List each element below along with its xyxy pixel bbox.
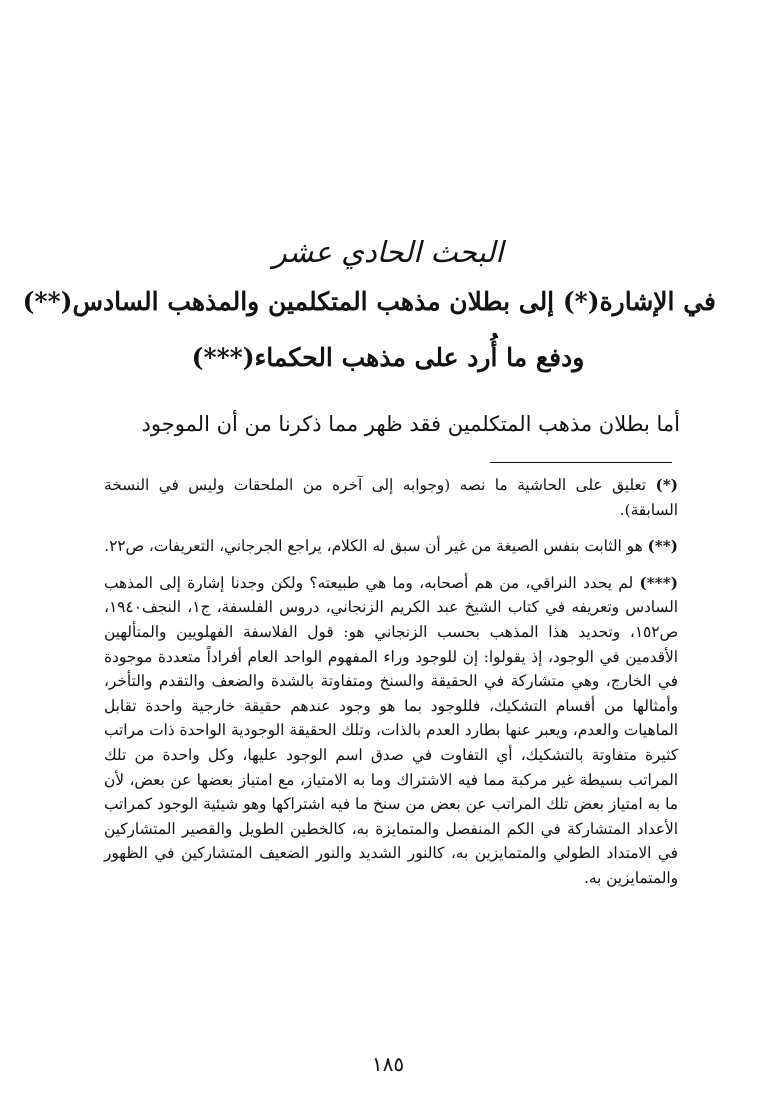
footnote-text: هو الثابت بنفس الصيغة من غير أن سبق له الكلام، يراجع الجرجاني، التعريفات، ص٢٢.: [104, 537, 643, 556]
footnote-text: تعليق على الحاشية ما نصه (وجوابه إلى آخره من الملحقات وليس في النسخة السابقة).: [104, 476, 678, 519]
body-intro-line: أما بطلان مذهب المتكلمين فقد ظهر مما ذكرنا من أن الموجود: [141, 412, 680, 436]
footnote-3: [104, 571, 678, 891]
title-line-1: في الإشارة(*) إلى بطلان مذهب المتكلمين والمذهب السادس(**): [22, 287, 716, 316]
footnote-2: [104, 534, 678, 559]
title-line-2: ودفع ما أُرد على مذهب الحكماء(***): [191, 343, 585, 372]
footnote-separator: [490, 462, 672, 463]
footnote-marker: (*): [655, 476, 678, 494]
page-number: ١٨٥: [371, 1052, 405, 1076]
footnotes: [104, 473, 678, 903]
footnote-marker: (***): [639, 573, 678, 592]
footnote-marker: (**): [647, 537, 678, 556]
footnote-text: لم يحدد النراقي، من هم أصحابه، وما هي طبيعته؟ ولكن وجدنا إشارة إلى المذهب السادس وتعريفه في كتاب الشيخ عبد الكريم الزنجاني، دروس الفلسفة، ج١، النجف١٩٤٠، ص١٥٢، وتحديد هذا المذهب بحسب الزنجاني هو: قول الفلاسفة الفهلويين والمتألهين الأقدمين في الوجود، إذ يقولوا: إن للوجود وراء المفهوم الواحد العام أفراداً متعددة موجودة في الخارج، وهي متشاركة في الحقيقة والسنخ ومتفاوتة بالشدة والضعف والتقدم والتأخر، وأمثالها من أقسام التشكيك، فللوجود بما هو وجود عندهم حقيقة خارجية واحدة تقابل الماهيات والعدم، ويعبر عنها بطارد العدم بالذات، وتلك الحقيقة الوجودية الواحدة ذات مراتب كثيرة متفاوتة بالتشكيك، أي التفاوت في صدق اسم الوجود عليها، وكل واحدة من تلك المراتب بسيطة غير مركبة مما فيه الاشتراك وما به الامتياز، مع امتياز بعضها عن بعض، لأن ما به امتياز بعض تلك المراتب عن بعض من سنخ ما فيه اشتراكها وهو شيئية الوجود كمراتب الأعداد المتشاركة في الكم المنفصل والمتمايزة به، كالخطين الطويل والقصير المتشاركين في الامتداد الطولي والمتمايزين به، كالنور الشديد والنور الضعيف المتشاركين في الظهور والمتمايزين به.: [104, 573, 678, 887]
footnote-1: [104, 473, 678, 522]
chapter-heading: البحث الحادي عشر: [272, 235, 504, 269]
